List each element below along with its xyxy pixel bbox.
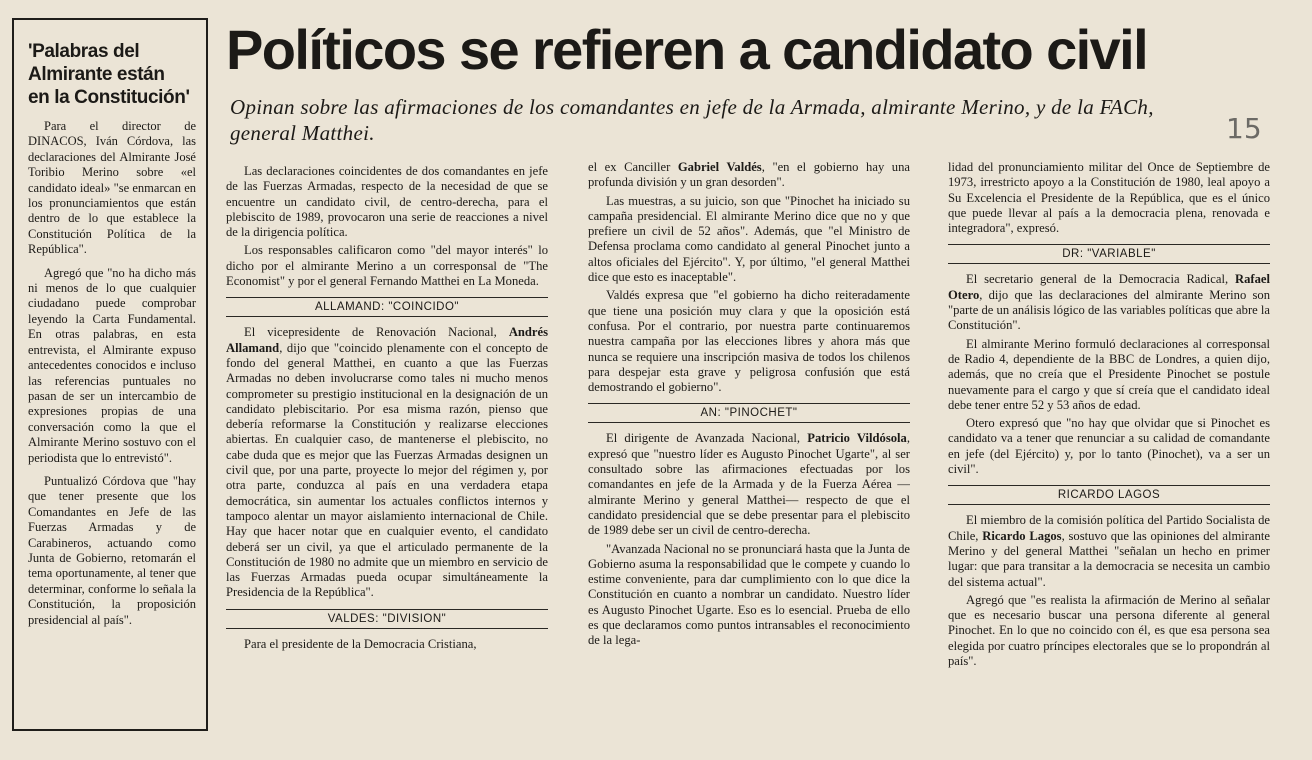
- article-paragraph: Los responsables calificaron como "del mayor interés" lo dicho por el almirante Merino a un corresponsal de "The Economist" y por el general Fernando Matthei en La Moneda.: [226, 243, 548, 289]
- article-column-2: [588, 160, 910, 738]
- section-subhead: VALDES: "DIVISION": [226, 609, 548, 629]
- article-paragraph: [588, 160, 910, 191]
- text-run: el ex Canciller: [588, 160, 678, 174]
- text-run: , sostuvo que las opiniones del almirante Merino y del general Matthei "señalan un hecho en primer lugar: que para transitar a la democracia se necesita un cambio del sistema actual".: [948, 528, 1270, 589]
- section-subhead: ALLAMAND: "COINCIDO": [226, 297, 548, 317]
- deck-subtitle: Opinan sobre las afirmaciones de los comandantes en jefe de la Armada, almirante Merino, y de la FACh, general Matthei.: [230, 95, 1154, 145]
- headline: Políticos se refieren a candidato civil: [226, 18, 1148, 81]
- article-paragraph: Valdés expresa que "el gobierno ha dicho reiteradamente que tiene una posición muy clara y que la oposición está confusa. Por el contrario, por nuestra parte continuaremos nuestra campaña por las elecciones libres y ahora más que nunca se requiere una inscripción masiva de todos los chilenos para despejar esta grave y peligrosa confusión que está demostrando el gobierno".: [588, 288, 910, 395]
- sidebar-title-line-3: en la Constitución': [28, 87, 190, 108]
- person-name: Ricardo Lagos: [982, 528, 1062, 543]
- article-column-3: [948, 160, 1270, 738]
- article-paragraph: Para el presidente de la Democracia Cristiana,: [244, 636, 477, 651]
- article-column-1: [226, 164, 548, 742]
- article-paragraph: "Avanzada Nacional no se pronunciará hasta que la Junta de Gobierno asuma la responsabilidad que le compete y cuando lo estime conveniente, para dar cumplimiento con lo que dice la Constitución en cuanto a nombrar un candidato. Nuestro líder es Augusto Pinochet Ugarte. Eso es lo esencial. Prueba de ello es que declaramos como puntos intransables el reconocimiento de la lega-: [588, 541, 910, 648]
- article-paragraph: Otero expresó que "no hay que olvidar que si Pinochet es candidato va a tener que renunciar a su calidad de comandante en jefe (del Ejército) y, por lo tanto (Pinochet), va a ser un civil".: [948, 416, 1270, 477]
- person-name: Andrés Allamand: [226, 325, 548, 355]
- text-run: , dijo que "coincido plenamente con el concepto de fondo del general Matthei, en cuanto a que las Fuerzas Armadas no deben involucrarse como tales ni mucho menos comprometer su prestigio institucional en la designación de un candidato plebiscitario. Por esa misma razón, pienso que debería reformarse la Constitución y realizarse elecciones abiertas. En cualquier caso, de mantenerse el plebiscito, no cabe duda que es mejor que las Fuerzas Armadas designen un civil que, por una parte, proyecte lo mejor del régimen y, por otra parte, conduzca al país en una verdadera etapa democrática, sin aumentar los actuales conflictos internos y tampoco alentar un mayor aislamiento internacional de Chile. Hay que hacer notar que en cualquier evento, el candidato deberá ser un civil, ya que el articulado permanente de la Constitución de 1980 no admite que un miembro en servicio de las Fuerzas Armadas pueda ocupar simultáneamente la Presidencia de la República".: [226, 340, 548, 600]
- sidebar-paragraph: Para el director de DINACOS, Iván Córdova, las declaraciones del Almirante José Toribio Merino sobre «el candidato ideal» "se enmarcan en los pronunciamientos que están dentro de lo que establece la Constitución Política de la República".: [28, 119, 196, 257]
- sidebar-paragraph: Puntualizó Córdova que "hay que tener presente que los Comandantes en Jefe de las Fuerzas Armadas y de Carabineros, actuando como Junta de Gobierno, retomarán el tema oportunamente, al tener que determinar, conforme lo señala la Constitución, la proposición presidencial al país".: [28, 473, 196, 627]
- article-paragraph: [588, 431, 910, 538]
- article-paragraph: [226, 325, 548, 600]
- sidebar-title-line-2: Almirante están: [28, 64, 165, 85]
- sidebar-paragraph: Agregó que "no ha dicho más ni menos de lo que cualquier ciudadano puede comprobar leyendo la Carta Fundamental. En otras palabras, en esta entrevista, el Almirante expuso antecedentes conocidos e incluso las referencias puntuales no pasan de ser un intercambio de expresiones propias de una conversación como la que el Almirante Merino sostuvo con el periodista que lo entrevistó".: [28, 265, 196, 465]
- sidebar-title: [28, 40, 196, 109]
- person-name: Rafael Otero: [948, 272, 1270, 302]
- text-run: El dirigente de Avanzada Nacional,: [606, 431, 808, 446]
- handwritten-page-number: 15: [1226, 112, 1262, 145]
- sidebar-box: [12, 18, 208, 731]
- person-name: Patricio Vildósola: [807, 431, 907, 446]
- text-run: El vicepresidente de Renovación Nacional,: [244, 325, 509, 340]
- article-paragraph: El almirante Merino formuló declaraciones al corresponsal de Radio 4, dependiente de la BBC de Londres, a quien dijo, además, que no creía que el Presidente Pinochet se postule nuevamente para el cargo y que sí creía que el candidato ideal debe tener entre 52 y 53 años de edad.: [948, 336, 1270, 412]
- article-paragraph: [948, 272, 1270, 333]
- section-subhead: DR: "VARIABLE": [948, 244, 1270, 264]
- text-run: , "en el gobierno hay una profunda división y un gran desorden".: [588, 160, 910, 190]
- article-paragraph: Las muestras, a su juicio, son que "Pinochet ha iniciado su campaña presidencial. El almirante Merino dice que no y que prefiere un civil de 52 años". Además, que "el Ministro de Defensa proclama como candidato al general Pinochet junto a altos oficiales del Ejército". Y, por último, "el general Matthei dice que esto es inaceptable".: [588, 193, 910, 285]
- person-name: Gabriel Valdés: [677, 160, 762, 174]
- article-paragraph: Agregó que "es realista la afirmación de Merino al señalar que es necesario buscar una persona diferente al general Pinochet. En lo que no coincido con él, es que esa persona sea elegida por cuatro príncipes electorales que se lo propondrán al país".: [948, 592, 1270, 669]
- section-subhead: AN: "PINOCHET": [588, 403, 910, 423]
- text-run: El miembro de la comisión política del Partido Socialista de Chile,: [948, 513, 1270, 543]
- text-run: El secretario general de la Democracia Radical,: [966, 272, 1236, 287]
- text-run: , dijo que las declaraciones del almirante Merino son "parte de un análisis lógico de las variables políticas que abre la Constitución".: [948, 287, 1270, 333]
- article-paragraph: lidad del pronunciamiento militar del Once de Septiembre de 1973, irrestricto apoyo a la Constitución de 1980, leal apoyo a Su Excelencia el Presidente de la República, que es el único que puede llevar al país a la democracia plena, renovada e integradora", expresó.: [948, 160, 1270, 236]
- article-paragraph: Las declaraciones coincidentes de dos comandantes en jefe de las Fuerzas Armadas, respecto de la necesidad de que se encuentre un candidato civil, de centro-derecha, para el plebiscito de 1989, provocaron una serie de reacciones a nivel de la dirigencia política.: [226, 164, 548, 240]
- section-subhead: RICARDO LAGOS: [948, 485, 1270, 505]
- text-run: , expresó que "nuestro líder es Augusto Pinochet Ugarte", al ser consultado sobre las afirmaciones efectuadas por los comandantes en jefe de la Armada y de la Fuerza Aérea —almirante Merino y general Matthei— respecto de que el candidato presidencial que se debe presentar para el plebiscito de 1989 debe ser un civil de centro-derecha.: [588, 431, 910, 538]
- article-paragraph: [948, 513, 1270, 589]
- sidebar-title-line-1: 'Palabras del: [28, 41, 140, 62]
